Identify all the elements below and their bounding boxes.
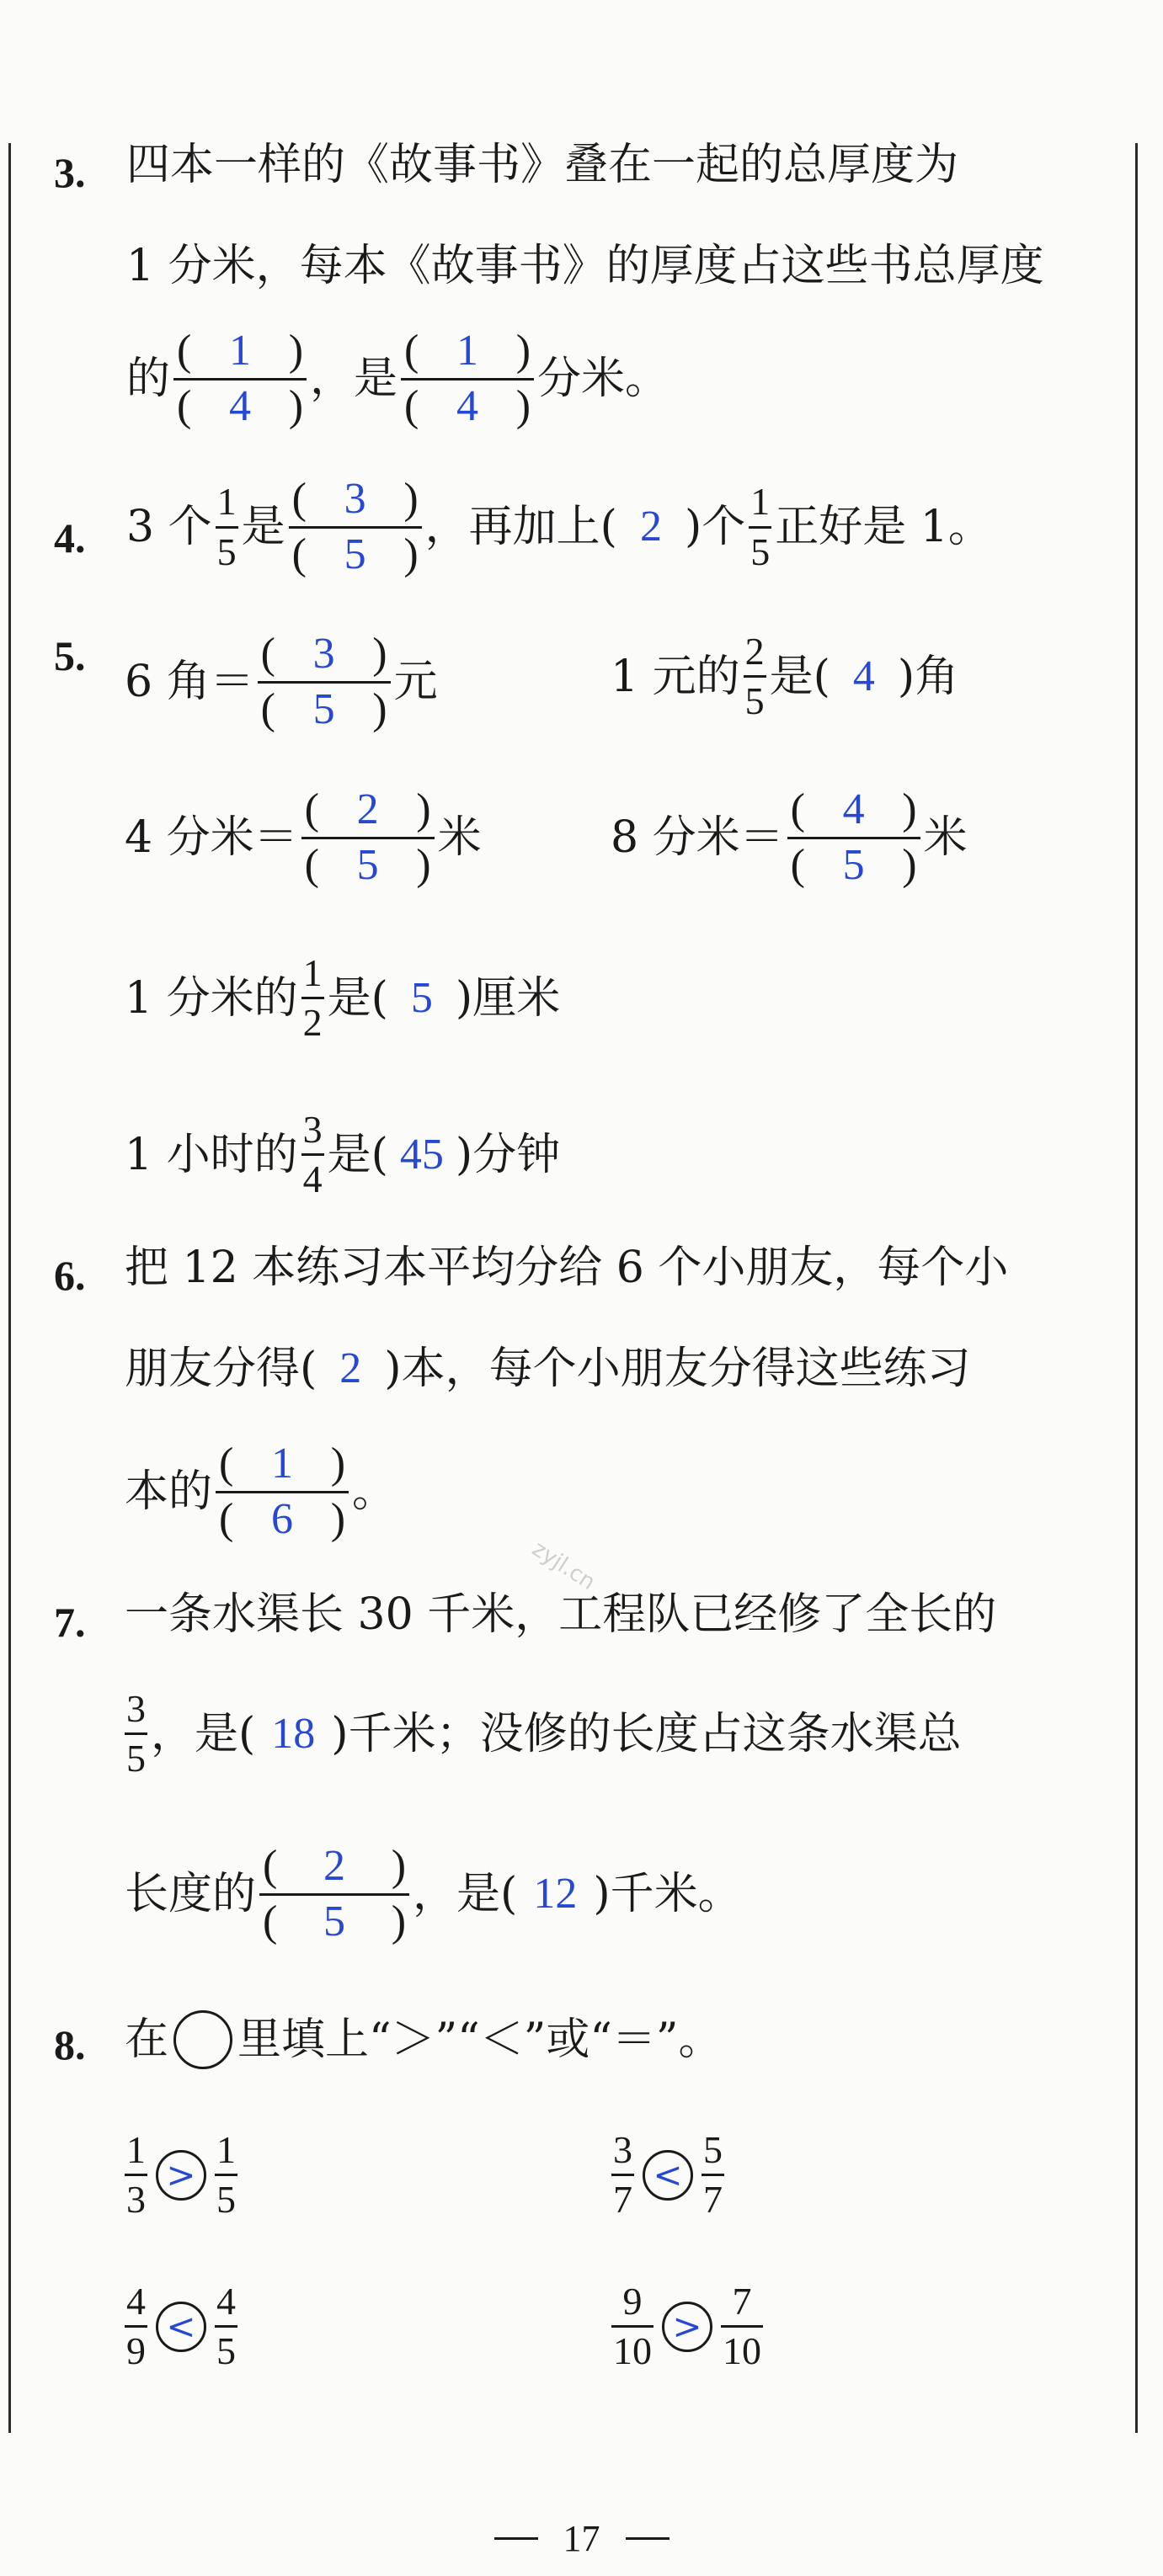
q8-c3-comparison: <	[156, 2302, 206, 2352]
q5-r2a-post: 米	[437, 812, 482, 864]
q3-f1-denominator: 4	[229, 381, 252, 430]
q5-r2a-numerator: 2	[356, 785, 379, 833]
q6-line1	[125, 1243, 1163, 1293]
q5-r4-mid: 是(	[327, 1129, 388, 1180]
q3-line2	[126, 241, 1163, 291]
q7-line3	[125, 1844, 1163, 1945]
q5-r3-post: )厘米	[455, 972, 561, 1024]
q6-l2-pre: 朋友分得(	[125, 1344, 317, 1394]
q6-f-numerator: 1	[271, 1440, 294, 1488]
q3-mid: ，是	[310, 354, 398, 405]
q7-l3-post: )千米。	[593, 1869, 742, 1920]
q5-r1a-fraction: ( 3 ) ( 5 )	[258, 631, 391, 732]
footer-dash-right	[626, 2537, 670, 2540]
q5-row3	[125, 953, 1163, 1044]
q5-r1a-denominator: 5	[312, 684, 335, 733]
q4-fc-numerator: 1	[750, 480, 771, 524]
q7-line1	[125, 1589, 1163, 1640]
q8-compare-2	[608, 2130, 1163, 2221]
q5-r4-denominator: 4	[302, 1158, 323, 1201]
q5-r2a-pre: 4 分米＝	[125, 812, 298, 864]
q8-c4-a-numerator: 9	[622, 2280, 643, 2323]
q8-c1-b-numerator: 1	[216, 2128, 236, 2171]
q8-c1-a-numerator: 1	[126, 2128, 146, 2171]
q5-r4-post: )分钟	[455, 1129, 561, 1180]
q5-r2b-numerator: 4	[842, 785, 865, 833]
q5-r1b-post: )角	[897, 651, 959, 702]
q8-compare-4	[608, 2281, 1163, 2372]
q8-instruction	[125, 2010, 1163, 2069]
q6-l3-pre: 本的	[125, 1466, 213, 1518]
q3-pre: 的	[126, 354, 171, 405]
q7-answer-2: 12	[533, 1870, 578, 1919]
q7-l3-mid: ，是(	[413, 1869, 518, 1920]
q8-c2-b-numerator: 5	[703, 2128, 723, 2171]
q8-c1-comparison: >	[156, 2150, 206, 2201]
q4-e: 正好是 1。	[775, 502, 992, 553]
q3-number: 3.	[54, 149, 86, 196]
q4-answer-fraction: ( 3 ) ( 5 )	[289, 476, 422, 577]
q3-answer-fraction-1: ( 1 ) ( 4 )	[173, 328, 307, 429]
q8-pre: 在	[125, 2014, 169, 2065]
q7-line2	[121, 1689, 1163, 1780]
q5-r1b-denominator: 5	[744, 679, 765, 723]
q7-fraction-1	[125, 1689, 147, 1780]
q5-r3-mid: 是(	[327, 972, 388, 1024]
q8-c2-comparison: <	[643, 2150, 693, 2201]
q4-fc-denominator: 5	[750, 530, 771, 573]
q4-number: 4.	[54, 514, 86, 562]
q5-r1b-numerator: 2	[744, 630, 765, 673]
q8-c1-right-fraction	[215, 2130, 237, 2221]
q7-number: 7.	[54, 1599, 86, 1646]
q5-r4-numerator: 3	[302, 1108, 323, 1151]
q4-line	[126, 476, 1163, 577]
q8-post: 里填上“＞”“＜”或“＝”。	[237, 2014, 723, 2065]
q4-c: ，再加上(	[424, 502, 617, 553]
q5-r2b-pre: 8 分米＝	[611, 812, 784, 864]
q5-r3-answer: 5	[410, 973, 433, 1022]
q7-l2-b: )千米；没修的长度占这条水渠总	[331, 1708, 962, 1759]
q7-f2-denominator: 5	[323, 1897, 346, 1945]
q4-fa-numerator: 1	[216, 480, 237, 524]
q3-post: 分米。	[537, 354, 670, 405]
q5-r2b-fraction: ( 4 ) ( 5 )	[787, 787, 920, 888]
q8-c3-left-fraction	[125, 2281, 147, 2372]
q8-c1-b-denominator: 5	[216, 2178, 236, 2222]
footer-dash-left	[494, 2537, 538, 2540]
q8-c4-b-denominator: 10	[723, 2329, 761, 2373]
q8-c4-left-fraction	[611, 2281, 654, 2372]
q4-fraction-a	[216, 482, 238, 572]
q5-row2-right	[611, 787, 1163, 888]
q5-r1b-mid: 是(	[769, 651, 830, 702]
q7-f2-numerator: 2	[323, 1842, 346, 1890]
q8-c2-a-denominator: 7	[613, 2178, 632, 2222]
q7-text-line1: 一条水渠长 30 千米，工程队已经修了全长的	[125, 1589, 997, 1640]
q3-text-line2: 1 分米，每本《故事书》的厚度占这些书总厚度	[126, 241, 1044, 291]
q3-answer-fraction-2: ( 1 ) ( 4 )	[401, 328, 534, 429]
q4-fb-denominator: 5	[344, 530, 366, 578]
q5-r2b-post: 米	[923, 812, 968, 864]
watermark: zyjl.cn	[527, 1535, 600, 1596]
q5-r4-fraction	[301, 1110, 324, 1200]
q6-number: 6.	[54, 1252, 86, 1299]
q8-c1-left-fraction	[125, 2130, 147, 2221]
q7-answer-fraction: ( 2 ) ( 5 )	[259, 1844, 409, 1945]
q8-c3-right-fraction	[215, 2281, 237, 2372]
q6-f-denominator: 6	[271, 1494, 294, 1543]
q3-f2-numerator: 1	[456, 327, 479, 375]
q8-c4-a-denominator: 10	[613, 2329, 652, 2373]
q5-r4-pre: 1 小时的	[125, 1129, 298, 1180]
q5-r2a-fraction: ( 2 ) ( 5 )	[301, 787, 435, 888]
q4-b: 是	[241, 502, 285, 553]
q5-r4-answer: 45	[399, 1130, 444, 1179]
q8-c4-comparison: >	[662, 2302, 712, 2352]
q8-c1-a-denominator: 3	[126, 2178, 146, 2222]
q5-r1a-numerator: 3	[312, 630, 335, 678]
q5-r1a-post: 元	[393, 657, 438, 708]
q5-r3-fraction	[301, 953, 324, 1044]
q8-c4-b-numerator: 7	[732, 2280, 752, 2323]
q5-row4	[125, 1110, 1163, 1200]
left-margin-line	[8, 143, 11, 2433]
q5-r2a-denominator: 5	[356, 840, 379, 889]
q8-c2-right-fraction	[702, 2130, 724, 2221]
q8-c2-a-numerator: 3	[613, 2128, 632, 2171]
q7-l2-a: ，是(	[151, 1708, 256, 1759]
q6-text-line1: 把 12 本练习本平均分给 6 个小朋友，每个小	[125, 1243, 1009, 1293]
q5-number: 5.	[54, 632, 86, 679]
page-footer	[0, 2517, 1163, 2560]
q3-line1	[126, 140, 1163, 190]
q5-r1a-pre: 6 角＝	[125, 657, 254, 708]
q5-r3-pre: 1 分米的	[125, 972, 298, 1024]
q5-row1-right	[611, 631, 1163, 722]
q8-number: 8.	[54, 2021, 86, 2068]
q8-c3-b-denominator: 5	[216, 2329, 236, 2373]
q6-line2	[125, 1344, 1163, 1394]
q5-r2b-denominator: 5	[842, 840, 865, 889]
q7-f1-denominator: 5	[126, 1737, 146, 1780]
q5-r1b-answer: 4	[852, 652, 875, 700]
q6-answer-fraction: ( 1 ) ( 6 )	[216, 1441, 349, 1542]
q4-d: )个	[684, 502, 746, 553]
q3-f1-numerator: 1	[229, 327, 252, 375]
q7-f1-numerator: 3	[126, 1687, 146, 1730]
q8-c3-a-numerator: 4	[126, 2280, 146, 2323]
q4-answer: 2	[639, 503, 662, 551]
q8-c2-b-denominator: 7	[703, 2178, 723, 2222]
q4-a: 3 个	[126, 502, 212, 553]
q8-c2-left-fraction	[611, 2130, 634, 2221]
q8-c3-a-denominator: 9	[126, 2329, 146, 2373]
q3-text-line1: 四本一样的《故事书》叠在一起的总厚度为	[126, 140, 959, 190]
q5-r3-denominator: 2	[302, 1001, 323, 1045]
q5-r3-numerator: 1	[302, 951, 323, 994]
q4-fraction-c	[749, 482, 771, 572]
q7-l3-pre: 长度的	[125, 1869, 257, 1920]
q5-r1b-fraction	[744, 631, 766, 722]
q3-f2-denominator: 4	[456, 381, 479, 430]
page-number: 17	[563, 2518, 600, 2559]
q8-c3-b-numerator: 4	[216, 2280, 236, 2323]
q3-line3	[126, 328, 1163, 429]
q8-c4-right-fraction	[721, 2281, 763, 2372]
q7-answer-1: 18	[271, 1709, 316, 1758]
q5-r1b-pre: 1 元的	[611, 651, 740, 702]
q4-fa-denominator: 5	[216, 530, 237, 573]
circle-icon	[173, 2010, 232, 2069]
q6-l2-post: )本，每个小朋友分得这些练习	[384, 1344, 971, 1394]
q6-line3	[125, 1441, 1163, 1542]
q4-fb-numerator: 3	[344, 475, 366, 523]
q6-l3-post: 。	[352, 1466, 397, 1518]
q6-answer: 2	[339, 1344, 362, 1392]
